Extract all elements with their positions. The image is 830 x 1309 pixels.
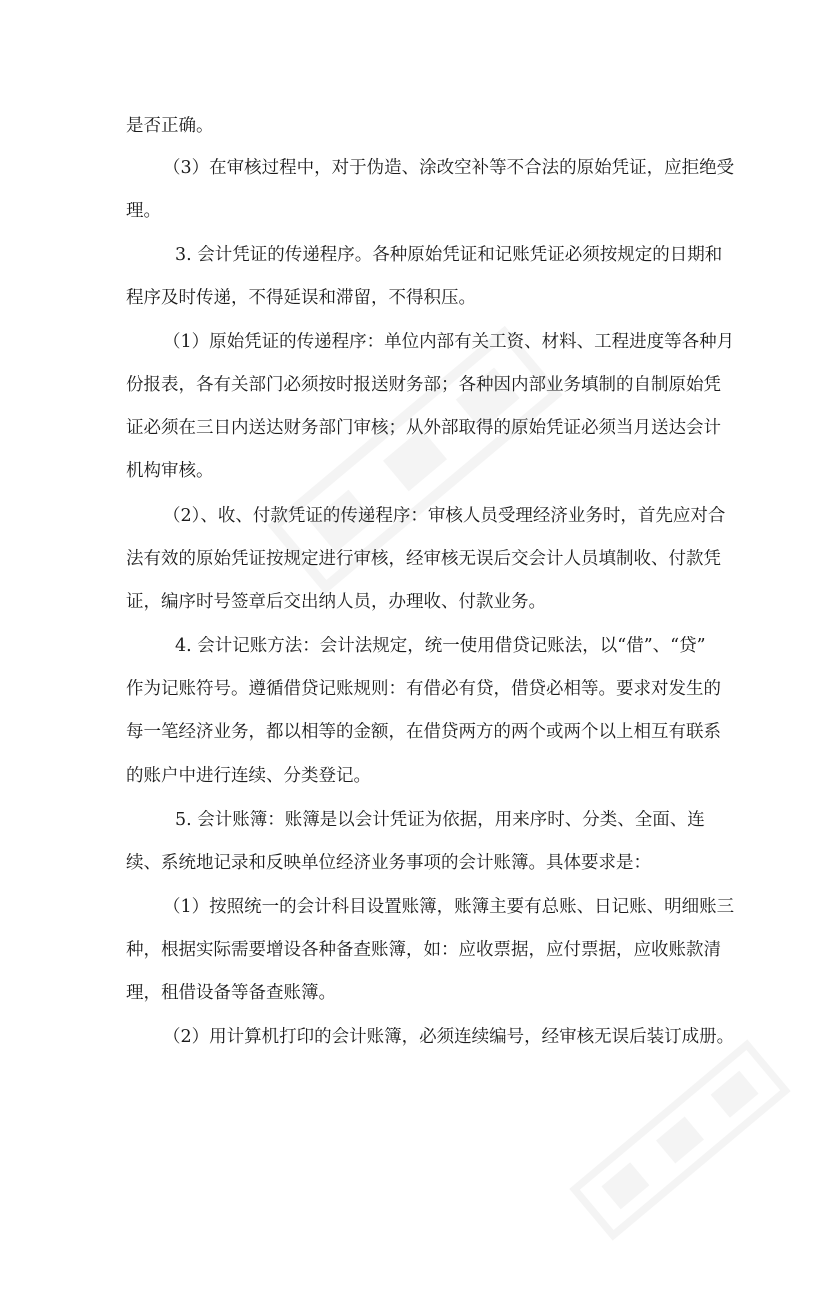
paragraph-line: 4. 会计记账方法：会计法规定，统一使用借贷记账法，以“借”、“贷” [175, 636, 706, 656]
paragraph-line: （1）按照统一的会计科目设置账簿，账簿主要有总账、日记账、明细账三 [163, 897, 735, 917]
paragraph-line: 份报表，各有关部门必须按时报送财务部；各种因内部业务填制的自制原始凭 [126, 375, 721, 395]
paragraph-line: （1）原始凭证的传递程序：单位内部有关工资、材料、工程进度等各种月 [163, 332, 735, 352]
paragraph-line: （3）在审核过程中，对于伪造、涂改空补等不合法的原始凭证，应拒绝受 [163, 158, 735, 178]
paragraph-line: 是否正确。 [126, 116, 214, 136]
paragraph-line: 理，租借设备等备查账簿。 [126, 983, 336, 1003]
paragraph-line: 每一笔经济业务，都以相等的金额，在借贷两方的两个或两个以上相互有联系 [126, 722, 721, 742]
paragraph-line: 法有效的原始凭证按规定进行审核，经审核无误后交会计人员填制收、付款凭 [126, 549, 721, 569]
paragraph-line: 证必须在三日内送达财务部门审核；从外部取得的原始凭证必须当月送达会计 [126, 418, 721, 438]
paragraph-line: 3. 会计凭证的传递程序。各种原始凭证和记账凭证必须按规定的日期和 [175, 245, 723, 265]
paragraph-line: （2）、收、付款凭证的传递程序：审核人员受理经济业务时，首先应对合 [163, 506, 726, 526]
paragraph-line: 种，根据实际需要增设各种备查账簿，如：应收票据，应付票据，应收账款清 [126, 940, 721, 960]
paragraph-line: （2）用计算机打印的会计账簿，必须连续编号，经审核无误后装订成册。 [163, 1027, 735, 1047]
paragraph-line: 作为记账符号。遵循借贷记账规则：有借必有贷，借贷必相等。要求对发生的 [126, 679, 721, 699]
paragraph-line: 机构审核。 [126, 461, 214, 481]
watermark-logo-bottom [511, 971, 830, 1309]
paragraph-line: 5. 会计账簿：账簿是以会计凭证为依据，用来序时、分类、全面、连 [175, 810, 705, 830]
paragraph-line: 程序及时传递，不得延误和滞留，不得积压。 [126, 288, 476, 308]
paragraph-line: 理。 [126, 201, 161, 221]
paragraph-line: 续、系统地记录和反映单位经济业务事项的会计账簿。具体要求是： [126, 853, 651, 873]
paragraph-line: 的账户中进行连续、分类登记。 [126, 766, 371, 786]
paragraph-line: 证，编序时号签章后交出纳人员，办理收、付款业务。 [126, 592, 546, 612]
